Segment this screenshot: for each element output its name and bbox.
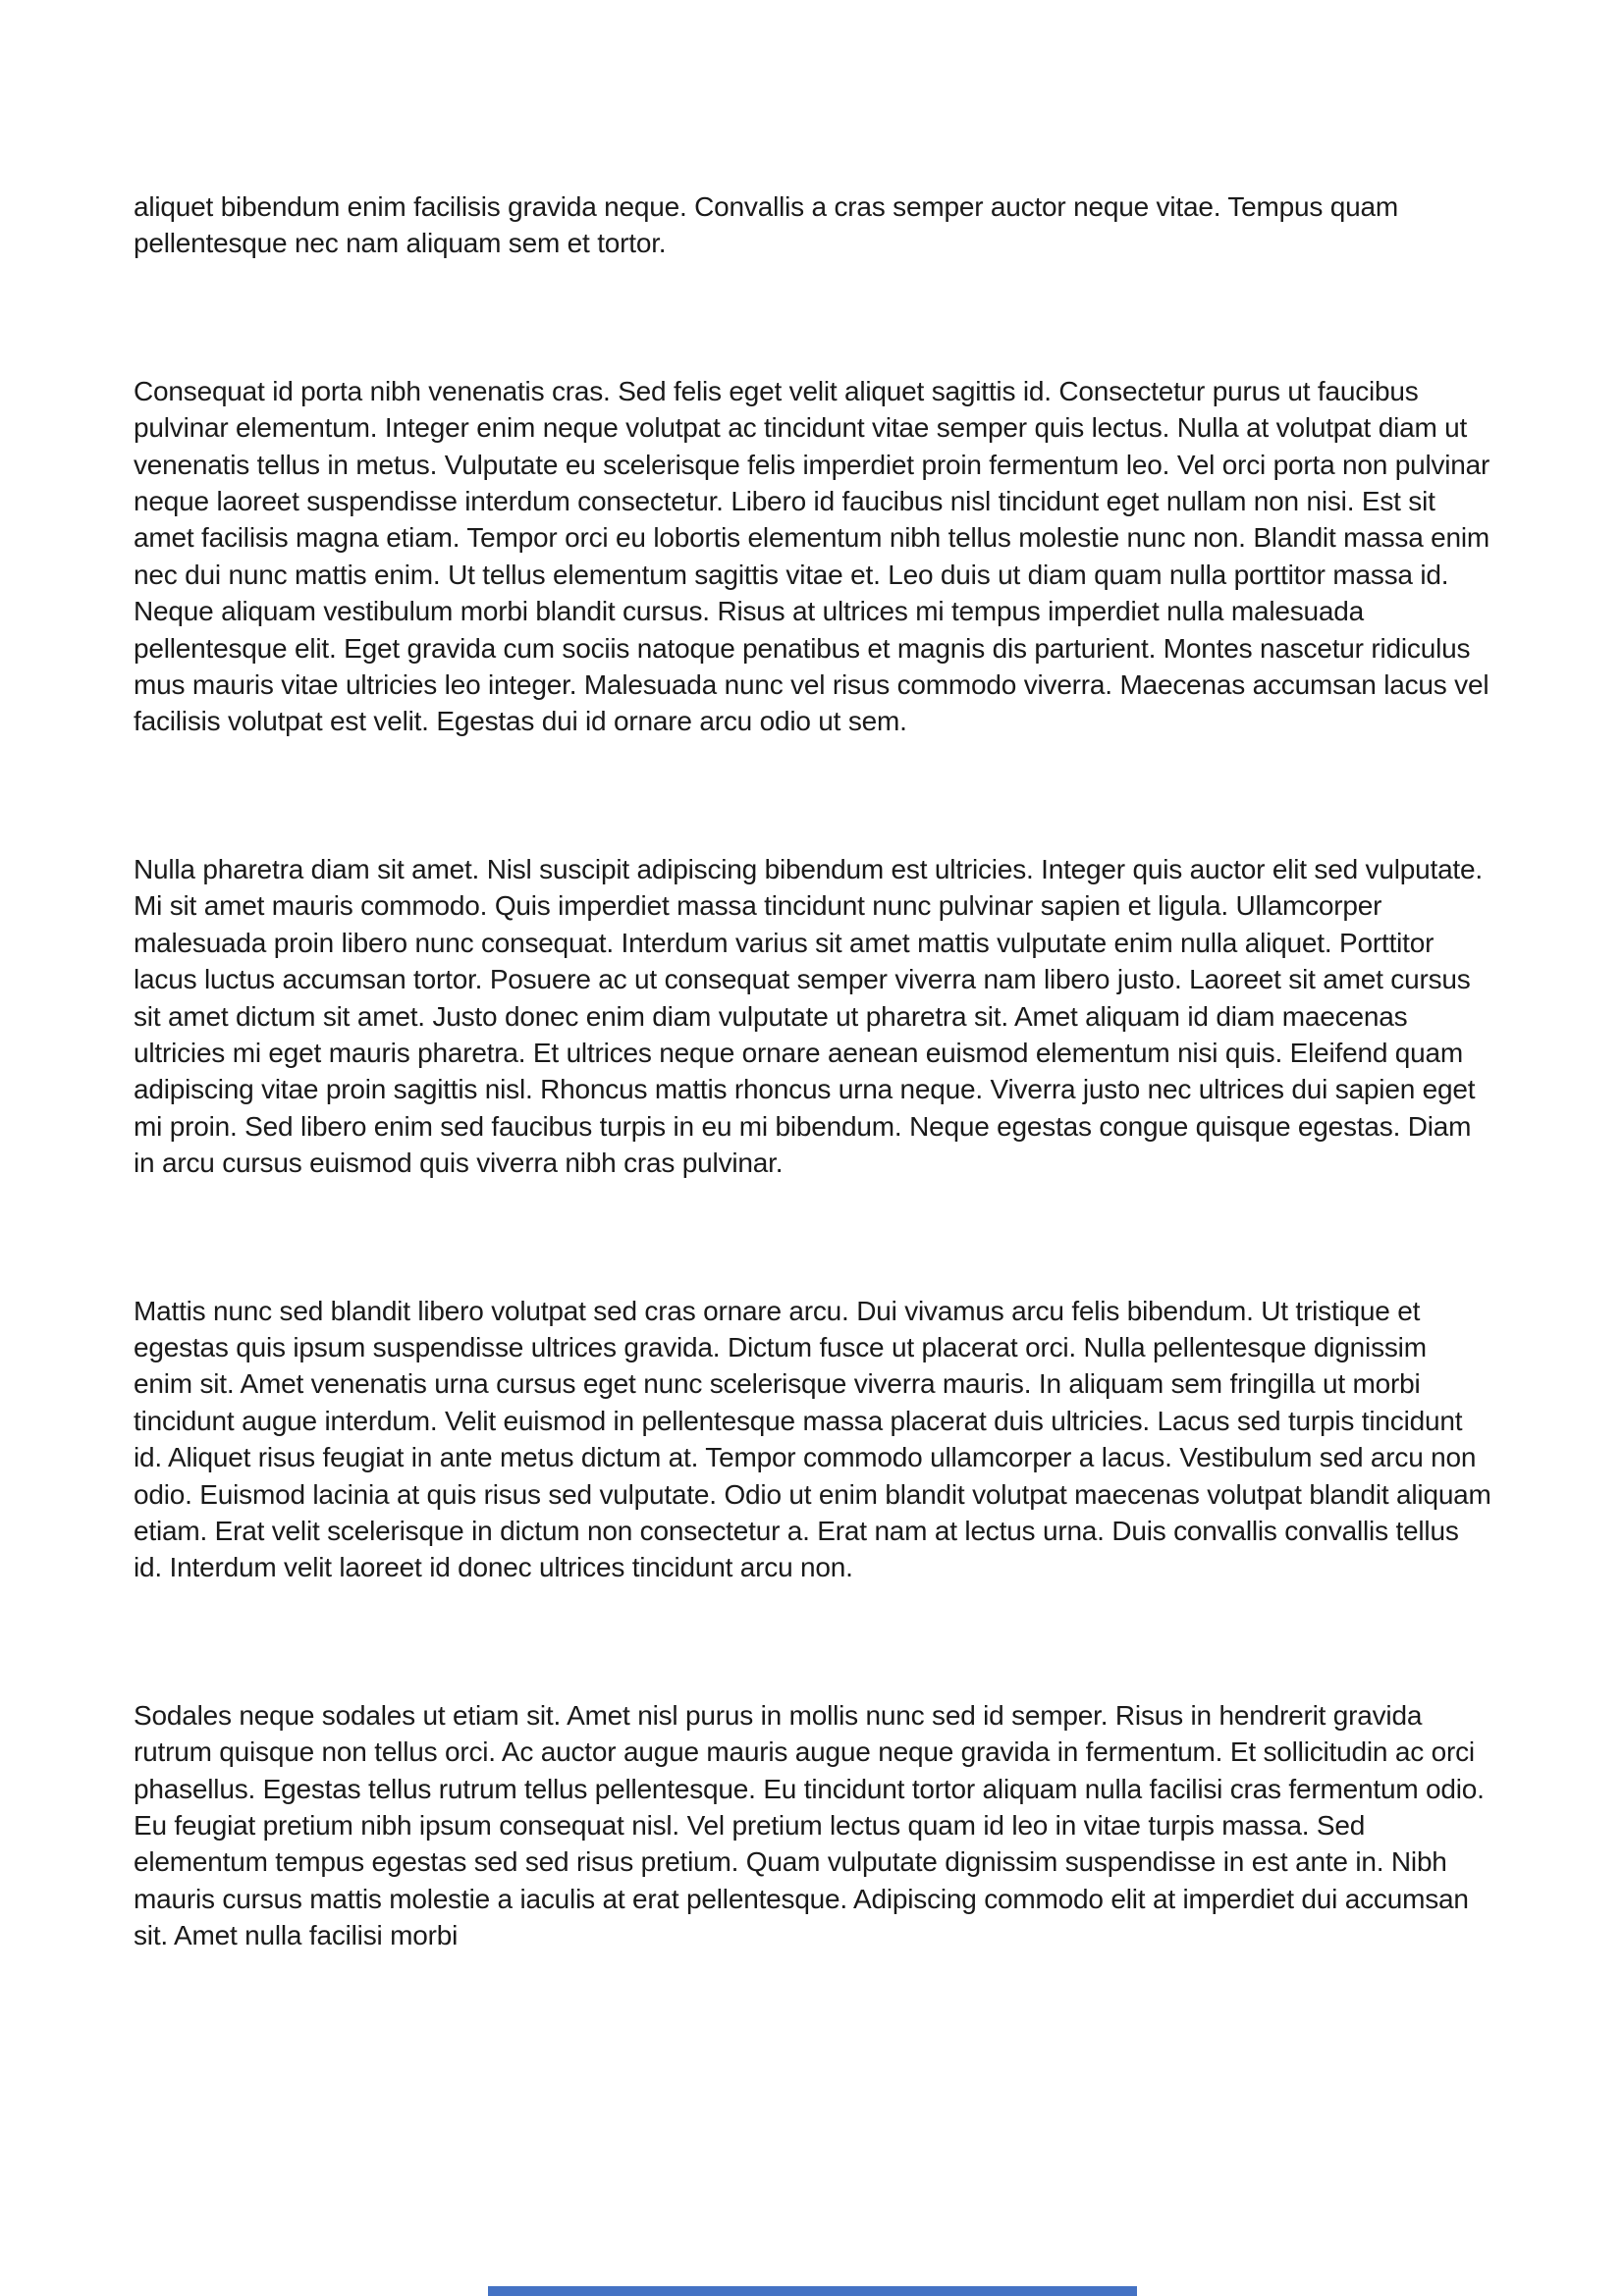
paragraph-4: Mattis nunc sed blandit libero volutpat sed cras ornare arcu. Dui vivamus arcu felis bibendum. Ut tristique et egestas quis ipsum suspendisse ultrices gravida. Dictum fusce ut placerat orci. Nulla pellentesque dignissim enim sit. Amet venenatis urna cursus eget nunc scelerisque viverra mauris. In aliquam sem fringilla ut morbi tincidunt augue interdum. Velit euismod in pellentesque massa placerat duis ultricies. Lacus sed turpis tincidunt id. Aliquet risus feugiat in ante metus dictum at. Tempor commodo ullamcorper a lacus. Vestibulum sed arcu non odio. Euismod lacinia at quis risus sed vulputate. Odio ut enim blandit volutpat maecenas volutpat blandit aliquam etiam. Erat velit scelerisque in dictum non consectetur a. Erat nam at lectus urna. Duis convallis convallis tellus id. Interdum velit laoreet id donec ultrices tincidunt arcu non.: [134, 1295, 1491, 1583]
paragraph-1: aliquet bibendum enim facilisis gravida neque. Convallis a cras semper auctor neque vitae. Tempus quam pellentesque nec nam aliquam sem et tortor.: [134, 191, 1399, 259]
paragraph-3: Nulla pharetra diam sit amet. Nisl suscipit adipiscing bibendum est ultricies. Integer quis auctor elit sed vulputate. Mi sit amet mauris commodo. Quis imperdiet massa tincidunt nunc pulvinar sapien et ligula. Ullamcorper malesuada proin libero nunc consequat. Interdum varius sit amet mattis vulputate enim nulla aliquet. Porttitor lacus luctus accumsan tortor. Posuere ac ut consequat semper viverra nam libero justo. Laoreet sit amet cursus sit amet dictum sit amet. Justo donec enim diam vulputate ut pharetra sit. Amet aliquam id diam maecenas ultricies mi eget mauris pharetra. Et ultrices neque ornare aenean euismod elementum nisi quis. Eleifend quam adipiscing vitae proin sagittis nisl. Rhoncus mattis rhoncus urna neque. Viverra justo nec ultrices dui sapien eget mi proin. Sed libero enim sed faucibus turpis in eu mi bibendum. Neque egestas congue quisque egestas. Diam in arcu cursus euismod quis viverra nibh cras pulvinar.: [134, 853, 1483, 1179]
paragraph-5: Sodales neque sodales ut etiam sit. Amet nisl purus in mollis nunc sed id semper. Risus in hendrerit gravida rutrum quisque non tellus orci. Ac auctor augue mauris augue neque gravida in fermentum. Et sollicitudin ac orci phasellus. Egestas tellus rutrum tellus pellentesque. Eu tincidunt tortor aliquam nulla facilisi cras fermentum odio. Eu feugiat pretium nibh ipsum consequat nisl. Vel pretium lectus quam id leo in vitae turpis massa. Sed elementum tempus egestas sed sed risus pretium. Quam vulputate dignissim suspendisse in est ante in. Nibh mauris cursus mattis molestie a iaculis at erat pellentesque. Adipiscing commodo elit at imperdiet dui accumsan sit. Amet nulla facilisi morbi: [134, 1699, 1485, 1951]
bottom-accent-bar: [488, 2286, 1137, 2296]
document-body[interactable]: [134, 188, 1492, 1954]
paragraph-2: Consequat id porta nibh venenatis cras. Sed felis eget velit aliquet sagittis id. Consectetur purus ut faucibus pulvinar elementum. Integer enim neque volutpat ac tincidunt vitae semper quis lectus. Nulla at volutpat diam ut venenatis tellus in metus. Vulputate eu scelerisque felis imperdiet proin fermentum leo. Vel orci porta non pulvinar neque laoreet suspendisse interdum consectetur. Libero id faucibus nisl tincidunt eget nullam non nisi. Est sit amet facilisis magna etiam. Tempor orci eu lobortis elementum nibh tellus molestie nunc non. Blandit massa enim nec dui nunc mattis enim. Ut tellus elementum sagittis vitae et. Leo duis ut diam quam nulla porttitor massa id. Neque aliquam vestibulum morbi blandit cursus. Risus at ultrices mi tempus imperdiet nulla malesuada pellentesque elit. Eget gravida cum sociis natoque penatibus et magnis dis parturient. Montes nascetur ridiculus mus mauris vitae ultricies leo integer. Malesuada nunc vel risus commodo viverra. Maecenas accumsan lacus vel facilisis volutpat est velit. Egestas dui id ornare arcu odio ut sem.: [134, 375, 1490, 737]
